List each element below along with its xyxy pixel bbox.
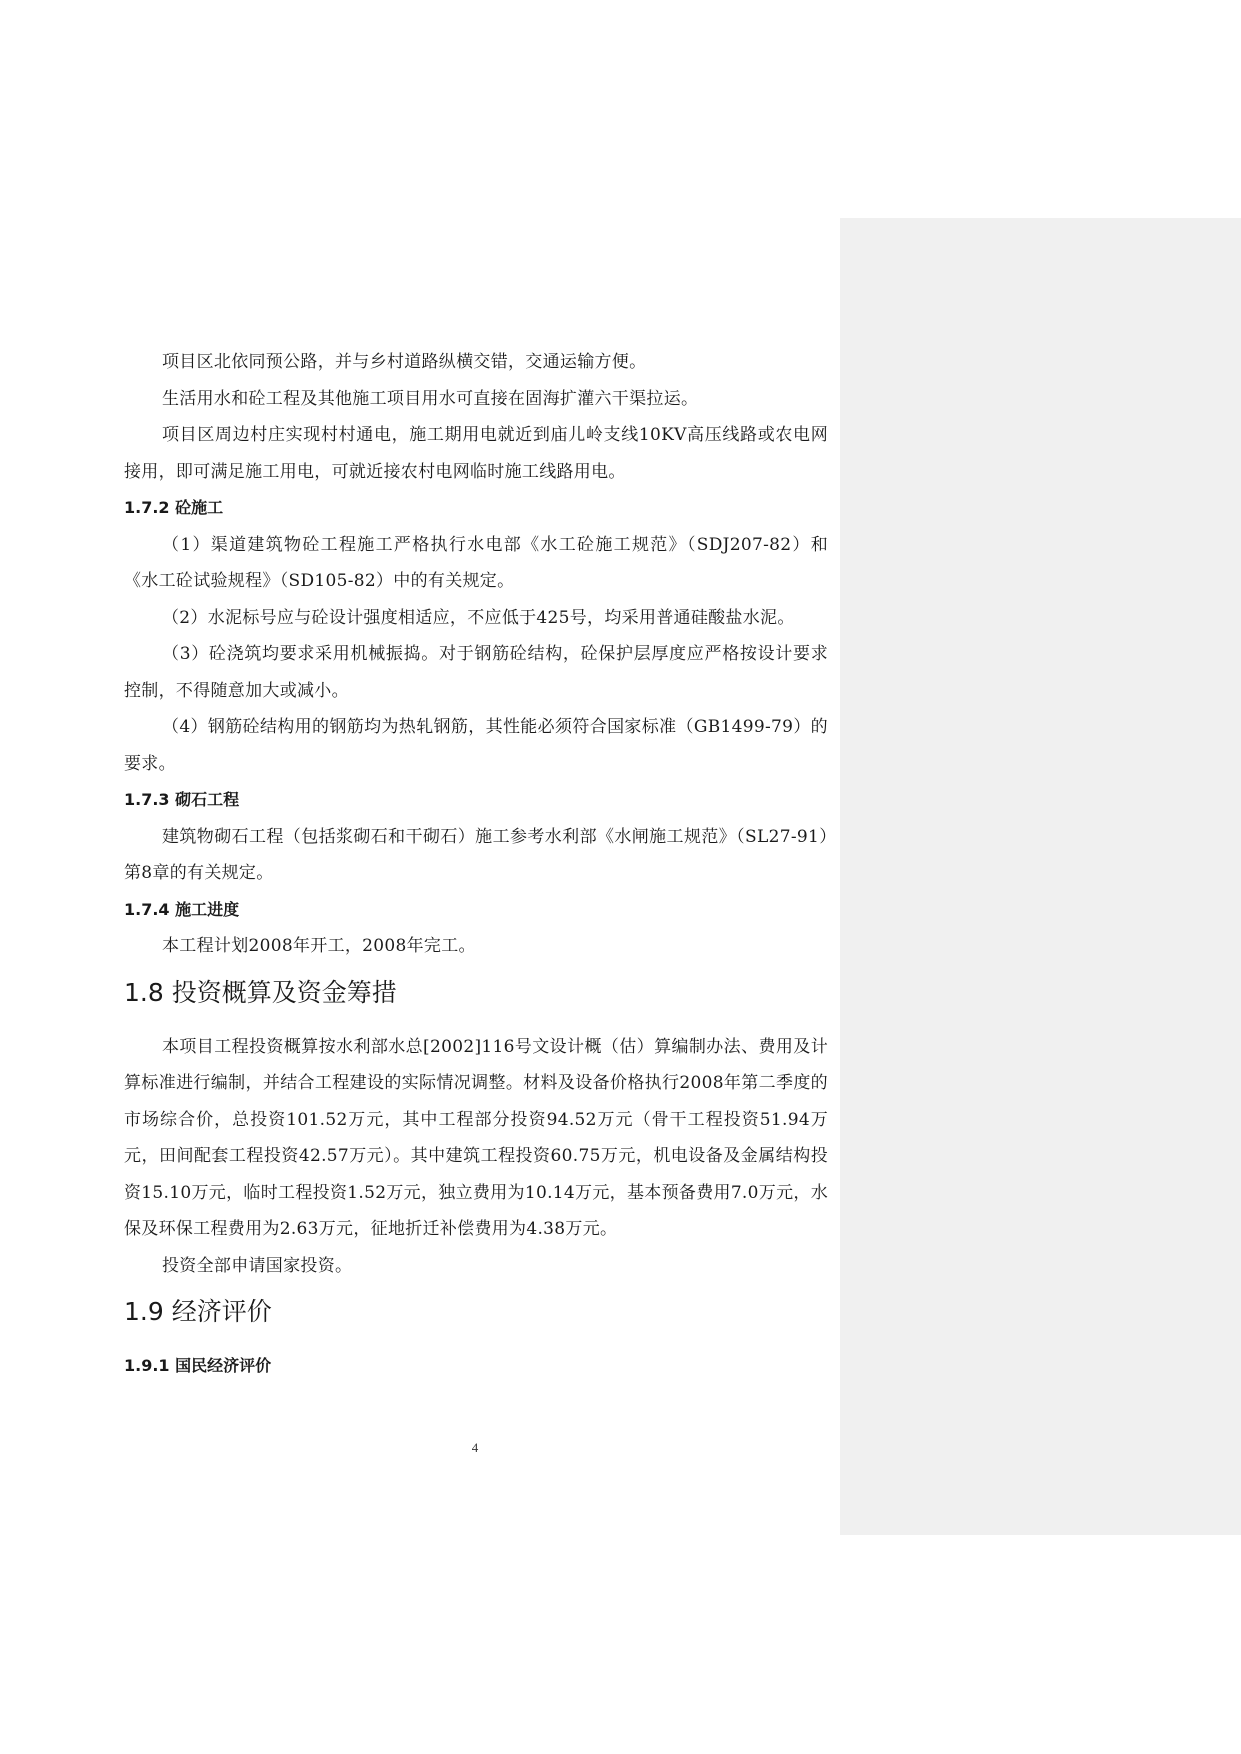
list-item-concrete-3: （3）砼浇筑均要求采用机械振捣。对于钢筋砼结构，砼保护层厚度应严格按设计要求控制，不得随意加大或减小。 (124, 644, 828, 701)
heading-1-8: 1.8 投资概算及资金筹措 (124, 977, 397, 1007)
paragraph-schedule: 本工程计划2008年开工，2008年完工。 (162, 936, 476, 956)
page-number: 4 (471, 1440, 479, 1455)
heading-1-9-1: 1.9.1 国民经济评价 (124, 1356, 272, 1375)
paragraph-investment: 本项目工程投资概算按水利部水总[2002]116号文设计概（估）算编制办法、费用及计算标准进行编制，并结合工程建设的实际情况调整。材料及设备价格执行2008年第二季度的市场综合价，总投资101.52万元，其中工程部分投资94.52万元（骨干工程投资51.94万元，田间配套工程投资42.57万元）。其中建筑工程投资60.75万元，机电设备及金属结构投资15.10万元，临时工程投资1.52万元，独立费用为10.14万元，基本预备费用7.0万元，水保及环保工程费用为2.63万元，征地折迁补偿费用为4.38万元。 (124, 1036, 828, 1239)
spacer (124, 1334, 828, 1348)
paragraph-transport: 项目区北依同预公路，并与乡村道路纵横交错，交通运输方便。 (162, 352, 647, 372)
heading-1-9: 1.9 经济评价 (124, 1297, 272, 1326)
heading-1-7-3: 1.7.3 砌石工程 (124, 790, 240, 809)
list-item-concrete-2: （2）水泥标号应与砼设计强度相适应，不应低于425号，均采用普通硅酸盐水泥。 (162, 607, 795, 628)
document-body (124, 344, 828, 1385)
list-item-concrete-1: （1）渠道建筑物砼工程施工严格执行水电部《水工砼施工规范》（SDJ207-82）和《水工砼试验规程》（SD105-82）中的有关规定。 (124, 534, 828, 591)
heading-1-7-4: 1.7.4 施工进度 (124, 899, 240, 919)
paragraph-power-supply: 项目区周边村庄实现村村通电，施工期用电就近到庙儿岭支线10KV高压线路或农电网接用，即可满足施工用电，可就近接农村电网临时施工线路用电。 (124, 425, 828, 482)
heading-1-7-2: 1.7.2 砼施工 (124, 498, 224, 517)
paragraph-water-supply: 生活用水和砼工程及其他施工项目用水可直接在固海扩灌六干渠拉运。 (162, 388, 699, 409)
comment-margin-pane (840, 218, 1241, 1535)
paragraph-funding: 投资全部申请国家投资。 (162, 1255, 353, 1276)
spacer (124, 1015, 828, 1029)
list-item-concrete-4: （4）钢筋砼结构用的钢筋均为热轧钢筋，其性能必须符合国家标准（GB1499-79）的要求。 (124, 717, 828, 774)
paragraph-masonry: 建筑物砌石工程（包括浆砌石和干砌石）施工参考水利部《水闸施工规范》（SL27-91）第8章的有关规定。 (124, 826, 828, 883)
